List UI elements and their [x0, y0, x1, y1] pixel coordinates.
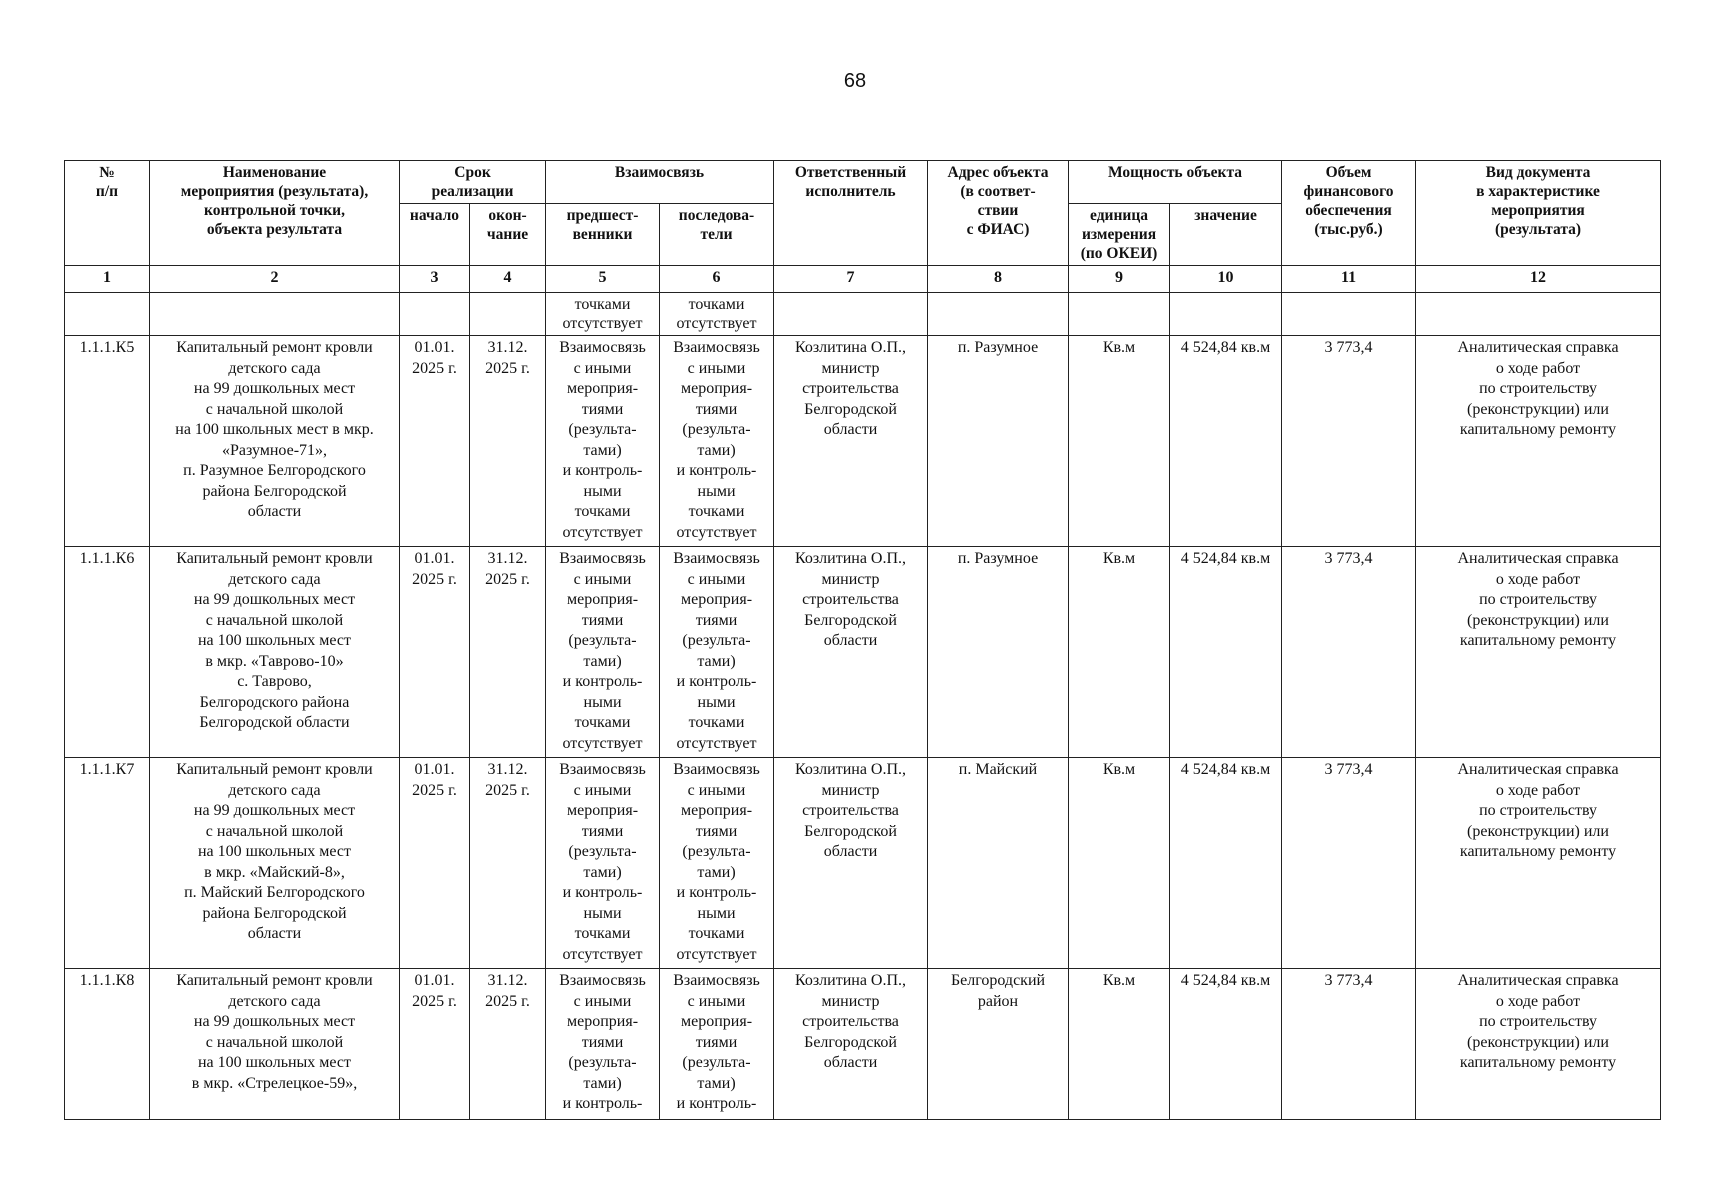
column-number: 10 — [1170, 266, 1282, 293]
row-responsible: Козлитина О.П., министр строительства Белгородской области — [774, 336, 928, 547]
row-unit: Кв.м — [1069, 547, 1170, 758]
empty-cell — [1170, 293, 1282, 336]
row-responsible: Козлитина О.П., министр строительства Белгородской области — [774, 758, 928, 969]
column-number: 11 — [1282, 266, 1416, 293]
row-next: Взаимосвязь с иными мероприя- тиями (результа- тами) и контроль- ными точками отсутствует — [660, 758, 774, 969]
row-id: 1.1.1.К6 — [65, 547, 150, 758]
row-next: Взаимосвязь с иными мероприя- тиями (результа- тами) и контроль- ными точками отсутствует — [660, 547, 774, 758]
row-document: Аналитическая справка о ходе работ по строительству (реконструкции) или капитальному ремонту — [1416, 758, 1661, 969]
table-row — [65, 547, 1661, 758]
header-term: Срок реализации — [400, 161, 546, 204]
column-number: 8 — [928, 266, 1069, 293]
column-number: 12 — [1416, 266, 1661, 293]
header-name: Наименование мероприятия (результата), контрольной точки, объекта результата — [150, 161, 400, 266]
header-capacity: Мощность объекта — [1069, 161, 1282, 204]
row-end: 31.12. 2025 г. — [470, 547, 546, 758]
row-finance: 3 773,4 — [1282, 547, 1416, 758]
row-value: 4 524,84 кв.м — [1170, 969, 1282, 1120]
column-number: 1 — [65, 266, 150, 293]
row-id: 1.1.1.К8 — [65, 969, 150, 1120]
header-link-next: последова- тели — [660, 204, 774, 266]
empty-cell — [150, 293, 400, 336]
row-address: п. Разумное — [928, 547, 1069, 758]
column-number-row — [65, 266, 1661, 293]
row-next: Взаимосвязь с иными мероприя- тиями (результа- тами) и контроль- ными точками отсутствует — [660, 336, 774, 547]
page-number: 68 — [843, 70, 867, 92]
column-number: 6 — [660, 266, 774, 293]
column-number: 2 — [150, 266, 400, 293]
row-end: 31.12. 2025 г. — [470, 336, 546, 547]
header-num: № п/п — [65, 161, 150, 266]
continuation-row — [65, 293, 1661, 336]
header-address: Адрес объекта (в соответ- ствии с ФИАС) — [928, 161, 1069, 266]
row-value: 4 524,84 кв.м — [1170, 336, 1282, 547]
row-unit: Кв.м — [1069, 336, 1170, 547]
column-number: 9 — [1069, 266, 1170, 293]
empty-cell — [774, 293, 928, 336]
row-responsible: Козлитина О.П., министр строительства Белгородской области — [774, 547, 928, 758]
row-document: Аналитическая справка о ходе работ по строительству (реконструкции) или капитальному ремонту — [1416, 336, 1661, 547]
row-start: 01.01. 2025 г. — [400, 969, 470, 1120]
row-end: 31.12. 2025 г. — [470, 758, 546, 969]
row-address: п. Разумное — [928, 336, 1069, 547]
table-row — [65, 969, 1661, 1120]
empty-cell — [65, 293, 150, 336]
empty-cell — [1416, 293, 1661, 336]
column-number: 7 — [774, 266, 928, 293]
row-next: Взаимосвязь с иными мероприя- тиями (результа- тами) и контроль- — [660, 969, 774, 1120]
row-name: Капитальный ремонт кровли детского сада на 99 дошкольных мест с начальной школой на 100 школьных мест в мкр. «Стрелецкое-59», — [150, 969, 400, 1120]
row-address: Белгородский район — [928, 969, 1069, 1120]
column-number: 3 — [400, 266, 470, 293]
row-name: Капитальный ремонт кровли детского сада на 99 дошкольных мест с начальной школой на 100 школьных мест в мкр. «Разумное-71», п. Разумное Белгородского района Белгородской области — [150, 336, 400, 547]
empty-cell — [400, 293, 470, 336]
row-document: Аналитическая справка о ходе работ по строительству (реконструкции) или капитальному ремонту — [1416, 969, 1661, 1120]
row-finance: 3 773,4 — [1282, 336, 1416, 547]
header-finance: Объем финансового обеспечения (тыс.руб.) — [1282, 161, 1416, 266]
row-unit: Кв.м — [1069, 758, 1170, 969]
continuation-next: точками отсутствует — [660, 293, 774, 336]
row-finance: 3 773,4 — [1282, 969, 1416, 1120]
row-name: Капитальный ремонт кровли детского сада на 99 дошкольных мест с начальной школой на 100 школьных мест в мкр. «Майский-8», п. Майский Белгородского района Белгородской области — [150, 758, 400, 969]
row-value: 4 524,84 кв.м — [1170, 758, 1282, 969]
header-document: Вид документа в характеристике мероприятия (результата) — [1416, 161, 1661, 266]
header-term-end: окон- чание — [470, 204, 546, 266]
row-finance: 3 773,4 — [1282, 758, 1416, 969]
row-start: 01.01. 2025 г. — [400, 547, 470, 758]
column-number: 5 — [546, 266, 660, 293]
row-name: Капитальный ремонт кровли детского сада на 99 дошкольных мест с начальной школой на 100 школьных мест в мкр. «Таврово-10» с. Таврово, Белгородского района Белгородской области — [150, 547, 400, 758]
header-capacity-unit: единица измерения (по ОКЕИ) — [1069, 204, 1170, 266]
row-id: 1.1.1.К7 — [65, 758, 150, 969]
row-address: п. Майский — [928, 758, 1069, 969]
row-end: 31.12. 2025 г. — [470, 969, 546, 1120]
row-start: 01.01. 2025 г. — [400, 336, 470, 547]
header-link-prev: предшест- венники — [546, 204, 660, 266]
empty-cell — [928, 293, 1069, 336]
empty-cell — [1069, 293, 1170, 336]
header-link: Взаимосвязь — [546, 161, 774, 204]
header-capacity-value: значение — [1170, 204, 1282, 266]
column-number: 4 — [470, 266, 546, 293]
row-prev: Взаимосвязь с иными мероприя- тиями (результа- тами) и контроль- ными точками отсутствует — [546, 336, 660, 547]
row-unit: Кв.м — [1069, 969, 1170, 1120]
row-prev: Взаимосвязь с иными мероприя- тиями (результа- тами) и контроль- ными точками отсутствует — [546, 758, 660, 969]
row-responsible: Козлитина О.П., министр строительства Белгородской области — [774, 969, 928, 1120]
row-id: 1.1.1.К5 — [65, 336, 150, 547]
row-prev: Взаимосвязь с иными мероприя- тиями (результа- тами) и контроль- — [546, 969, 660, 1120]
table-row — [65, 336, 1661, 547]
header-term-start: начало — [400, 204, 470, 266]
header-responsible: Ответственный исполнитель — [774, 161, 928, 266]
continuation-prev: точками отсутствует — [546, 293, 660, 336]
row-start: 01.01. 2025 г. — [400, 758, 470, 969]
table-row — [65, 758, 1661, 969]
row-document: Аналитическая справка о ходе работ по строительству (реконструкции) или капитальному ремонту — [1416, 547, 1661, 758]
row-value: 4 524,84 кв.м — [1170, 547, 1282, 758]
row-prev: Взаимосвязь с иными мероприя- тиями (результа- тами) и контроль- ными точками отсутствует — [546, 547, 660, 758]
activities-table — [64, 160, 1661, 1120]
empty-cell — [470, 293, 546, 336]
empty-cell — [1282, 293, 1416, 336]
